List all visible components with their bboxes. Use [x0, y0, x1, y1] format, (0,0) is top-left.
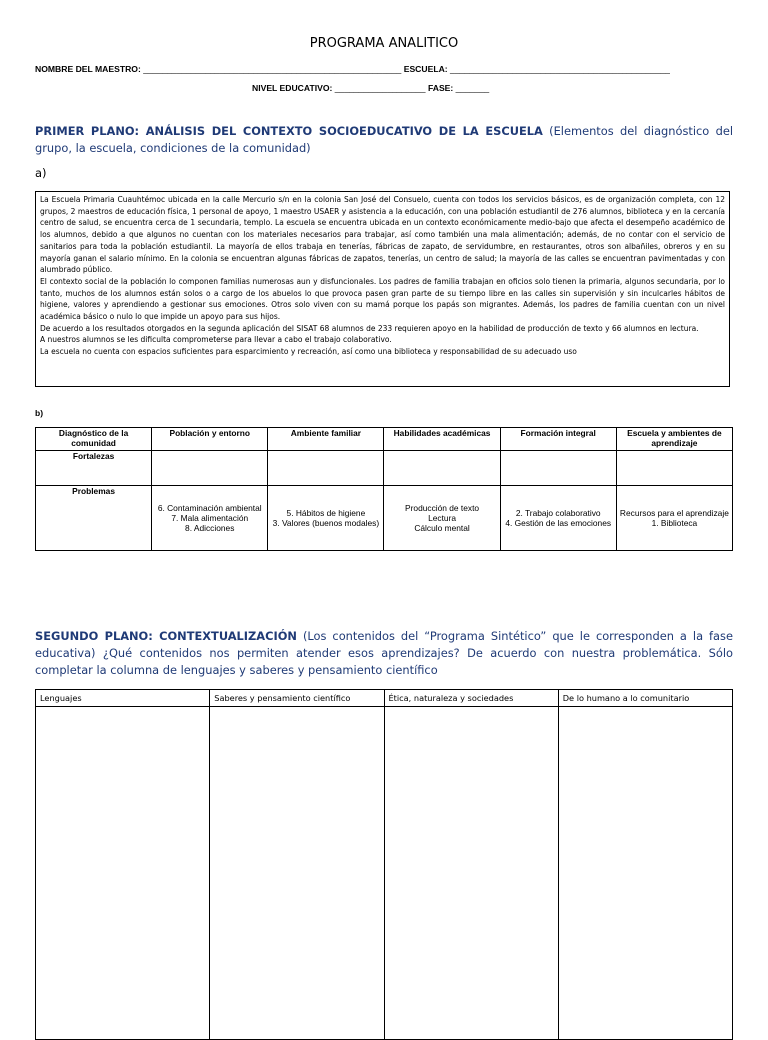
- problem-item: Cálculo mental: [414, 523, 470, 533]
- col-header-ambiente: Ambiente familiar: [268, 428, 384, 451]
- fortalezas-row: [36, 451, 733, 486]
- col-header-poblacion: Población y entorno: [152, 428, 268, 451]
- context-text-box[interactable]: [35, 191, 730, 387]
- problem-item: Recursos para el aprendizaje: [619, 508, 729, 518]
- fortalezas-cell[interactable]: [384, 451, 500, 486]
- problemas-poblacion-cell[interactable]: [152, 486, 268, 551]
- problem-item: 7. Mala alimentación: [171, 513, 249, 523]
- segundo-plano-title: SEGUNDO PLANO: CONTEXTUALIZACIÓN: [35, 629, 297, 643]
- problem-item: Producción de texto: [405, 503, 480, 513]
- diagnostic-table: [35, 427, 733, 551]
- problem-item: 2. Trabajo colaborativo: [515, 508, 601, 518]
- col-header-formacion: Formación integral: [500, 428, 616, 451]
- fortalezas-cell[interactable]: [616, 451, 732, 486]
- segundo-plano-subtitle: (Los contenidos del “Programa Sintético” que le corresponden a la fase educativa) ¿Qué contenidos nos permiten atender esos aprendizajes? De acuerdo con nuestra problemática. Sólo completar la columna de lenguajes y saberes y pensamiento científico: [35, 629, 733, 677]
- context-paragraph: La escuela no cuenta con espacios suficientes para esparcimiento y recreación, así como una biblioteca y responsabilidad de su adecuado uso: [40, 347, 577, 357]
- document-title: PROGRAMA ANALITICO: [309, 36, 459, 51]
- problemas-academicas-cell[interactable]: [384, 486, 500, 551]
- col-header-etica: Ética, naturaleza y sociedades: [384, 690, 558, 707]
- fortalezas-label: Fortalezas: [36, 451, 152, 486]
- fase-field[interactable]: _______: [455, 83, 490, 93]
- escuela-field[interactable]: ______________________________________________: [450, 64, 670, 74]
- problem-item: 8. Adicciones: [185, 523, 235, 533]
- context-paragraph: De acuerdo a los resultados otorgados en la segunda aplicación del SISAT 68 alumnos de 233 requieren apoyo en la habilidad de producción de texto y 66 alumnos en lectura.: [40, 323, 699, 333]
- col-header-humano: De lo humano a lo comunitario: [558, 690, 732, 707]
- label-b: b): [35, 408, 44, 418]
- problem-item: Lectura: [428, 513, 457, 523]
- col-header-habilidades: Habilidades académicas: [384, 428, 500, 451]
- problemas-row: [36, 486, 733, 551]
- header-row-2: [252, 83, 489, 93]
- context-paragraph: La Escuela Primaria Cuauhtémoc ubicada en la calle Mercurio s/n en la colonia San José del Consuelo, cuenta con todos los servicios básicos, es de organización completa, con 12 grupos, 2 maestros de educación física, 1 personal de apoyo, 1 maestro USAER y asistencia a la educación, con una población estudiantil de 276 alumnos, biblioteca y en la cercanía centro de salud, se encuentra cerca de 1 secundaria, templo. La escuela se encuentra ubicada en un contexto económicamente medio-bajo que afecta el desempeño académico de los alumnos, debido a que algunos no cuentan con los materiales necesarios para trabajar, así como también una mala alimentación; además, de no contar con el servicio de sanitarios para toda la población estudiantil. La mayoría de ellos trabaja en tenerías, fábricas de zapato, de servidumbre, en restaurantes, otros son albañiles, obreros y en su mayoría ganan el salario mínimo. En la colonia se encuentran algunas fábricas de zapatos, tenerías, un centro de salud; la mayoría de las calles se encuentran pavimentadas y con alumbrado público.: [40, 195, 725, 275]
- segundo-plano-heading: [35, 628, 733, 679]
- col-header-saberes: Saberes y pensamiento científico: [210, 690, 384, 707]
- col-header-escuela: Escuela y ambientes de aprendizaje: [616, 428, 732, 451]
- lenguajes-cell[interactable]: [36, 707, 210, 1040]
- fortalezas-cell[interactable]: [268, 451, 384, 486]
- label-a: a): [35, 166, 47, 180]
- context-paragraph: A nuestros alumnos se les dificulta comprometerse para llevar a cabo el trabajo colaborativo.: [40, 335, 392, 345]
- contenidos-header-row: [36, 690, 733, 707]
- contenidos-table: [35, 689, 733, 1040]
- fase-label: FASE:: [427, 83, 454, 93]
- primer-plano-title: PRIMER PLANO: ANÁLISIS DEL CONTEXTO SOCIOEDUCATIVO DE LA ESCUELA: [35, 124, 543, 138]
- saberes-cell[interactable]: [210, 707, 384, 1040]
- problem-item: 4. Gestión de las emociones: [505, 518, 612, 528]
- problemas-label: Problemas: [36, 486, 152, 551]
- escuela-label: ESCUELA:: [403, 64, 448, 74]
- header-row-1: [35, 64, 670, 74]
- humano-cell[interactable]: [558, 707, 732, 1040]
- primer-plano-heading: [35, 123, 733, 157]
- problem-item: 1. Biblioteca: [651, 518, 698, 528]
- contenidos-body-row: [36, 707, 733, 1040]
- maestro-field[interactable]: ______________________________________________________: [143, 64, 402, 74]
- etica-cell[interactable]: [384, 707, 558, 1040]
- diagnostic-header-row: [36, 428, 733, 451]
- primer-plano-subtitle: (Elementos del diagnóstico del grupo, la escuela, condiciones de la comunidad): [35, 124, 733, 155]
- context-paragraph: El contexto social de la población lo componen familias numerosas aun y disfuncionales. Los padres de familia trabajan en oficios solo tienen la primaria, algunos secundaria, por lo tanto, muchos de los alumnos están solos o a cargo de los abuelos lo que provoca pasen gran parte de su tiempo libre en las calles sin supervisión y sin inculcarles hábitos de higiene, valores y aprendiendo a gestionar sus emociones. Otros solo viven con su mamá porque los papás son migrantes. Además, los padres de familia cuentan con un nivel académica básico o nulo lo que impide un apoyo para sus hijos.: [40, 276, 725, 322]
- problemas-familiar-cell[interactable]: [268, 486, 384, 551]
- fortalezas-cell[interactable]: [500, 451, 616, 486]
- problemas-escuela-cell[interactable]: [616, 486, 732, 551]
- problem-item: 3. Valores (buenos modales): [272, 518, 380, 528]
- maestro-label: NOMBRE DEL MAESTRO:: [35, 64, 141, 74]
- col-header-lenguajes: Lenguajes: [36, 690, 210, 707]
- problem-item: 5. Hábitos de higiene: [286, 508, 366, 518]
- problemas-formacion-cell[interactable]: [500, 486, 616, 551]
- problem-item: 6. Contaminación ambiental: [157, 503, 262, 513]
- col-header-diagnostico: Diagnóstico de la comunidad: [36, 428, 152, 451]
- fortalezas-cell[interactable]: [152, 451, 268, 486]
- nivel-field[interactable]: ___________________: [334, 83, 426, 93]
- nivel-label: NIVEL EDUCATIVO:: [252, 83, 333, 93]
